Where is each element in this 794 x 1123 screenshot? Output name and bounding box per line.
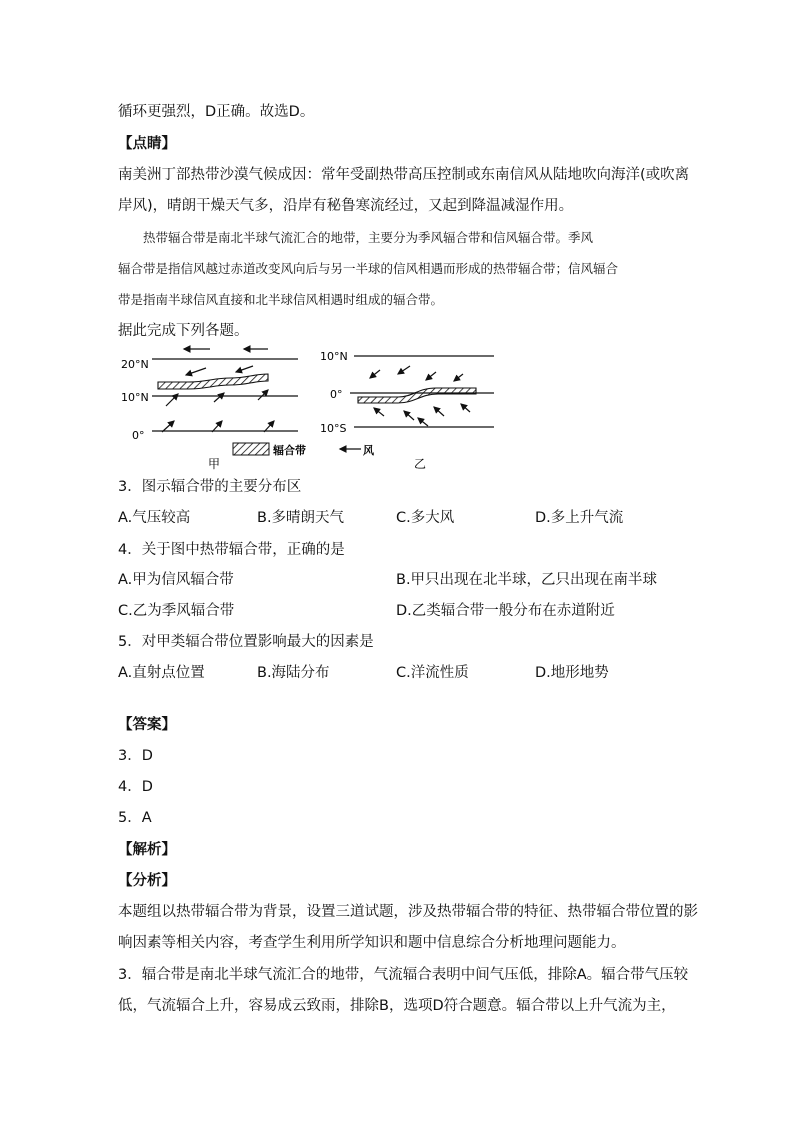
wind-arrow [461,404,470,412]
text-line: 响因素等相关内容，考查学生利用所学知识和题中信息综合分析地理问题能力。 [118,935,626,951]
section-header-dianjing: 【点睛】 [118,136,176,152]
intro-paragraph-line: 带是指南半球信风直接和北半球信风相遇时组成的辐合带。 [118,292,444,307]
text-line: 循环更强烈，D正确。故选D。 [118,104,315,120]
question-option: C.多大风 [396,510,455,526]
answer-line: 3．D [118,748,153,764]
wind-arrow [426,372,436,380]
lat-label-10n: 10°N [121,391,149,404]
wind-arrow [434,407,444,416]
text-line: 本题组以热带辐合带为背景，设置三道试题，涉及热带辐合带的特征、热带辐合带位置的影 [118,904,698,920]
question-option: D.多上升气流 [535,510,624,526]
wind-arrow [370,370,380,378]
panel-jia [121,349,298,471]
legend-band-label: 辐合带 [273,444,306,457]
question-option: D.地形地势 [535,665,609,681]
answer-line: 4．D [118,779,153,795]
intro-paragraph-line: 辐合带是指信风越过赤道改变风向后与另一半球的信风相遇而形成的热带辐合带；信风辐合 [118,261,619,276]
wind-arrow [454,374,463,381]
panel-yi [320,350,494,471]
lat-label-10s: 10°S [320,422,347,435]
question-option: D.乙类辐合带一般分布在赤道附近 [396,603,615,619]
wind-arrow [236,366,253,372]
question-stem: 4．关于图中热带辐合带，正确的是 [118,542,345,558]
caption-yi: 乙 [414,457,427,471]
legend-band-swatch [233,443,269,455]
wind-arrow [404,411,414,420]
question-option: C.洋流性质 [396,665,469,681]
text-line: 岸风)，晴朗干燥天气多，沿岸有秘鲁寒流经过，又起到降温减湿作用。 [118,198,574,214]
text-line: 南美洲丁部热带沙漠气候成因：常年受副热带高压控制或东南信风从陆地吹向海洋(或吹离 [118,167,690,183]
convergence-zone-figure [118,344,508,474]
question-stem: 5．对甲类辐合带位置影响最大的因素是 [118,634,374,650]
wind-arrow [374,408,384,416]
wind-arrow [398,366,410,374]
lat-label-0: 0° [330,388,343,401]
question-option: B.甲只出现在北半球，乙只出现在南半球 [396,572,658,588]
question-stem: 3．图示辐合带的主要分布区 [118,479,302,495]
question-option: A.气压较高 [118,510,191,526]
legend-wind-label: 风 [363,444,374,457]
lead-text: 据此完成下列各题。 [118,323,249,339]
lat-label-20n: 20°N [121,358,149,371]
section-header-answer: 【答案】 [118,717,176,733]
text-line: 低，气流辐合上升，容易成云致雨，排除B，选项D符合题意。辐合带以上升气流为主， [118,998,676,1014]
lat-label-10n: 10°N [320,350,348,363]
legend [233,443,375,457]
wind-arrow [258,390,268,400]
wind-arrow [214,393,224,402]
question-option: A.直射点位置 [118,665,205,681]
wind-arrow [418,418,428,426]
lat-label-0: 0° [132,429,145,442]
intro-paragraph-line: 热带辐合带是南北半球气流汇合的地带，主要分为季风辐合带和信风辐合带。季风 [118,230,594,245]
question-option: C.乙为季风辐合带 [118,603,235,619]
section-header-fenxi: 【分析】 [118,873,176,889]
answer-line: 5．A [118,810,152,826]
caption-jia: 甲 [208,457,221,471]
convergence-band [358,388,476,403]
question-option: B.多晴朗天气 [257,510,345,526]
text-line: 3．辐合带是南北半球气流汇合的地带，气流辐合表明中间气压低，排除A。辐合带气压较 [118,967,689,983]
wind-arrow [186,368,206,375]
question-option: B.海陆分布 [257,665,330,681]
section-header-analysis: 【解析】 [118,842,176,858]
convergence-band [158,374,268,389]
question-option: A.甲为信风辐合带 [118,572,234,588]
